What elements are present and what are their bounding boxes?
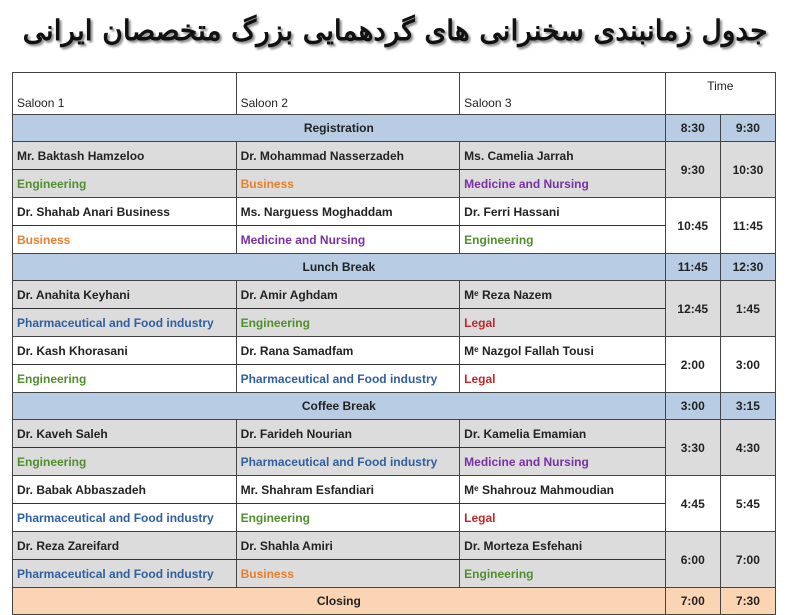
page-title: جدول زمانبندی سخنرانی های گردهمایی بزرگ متخصصان ایرانی bbox=[22, 14, 768, 47]
session-row bbox=[13, 420, 776, 448]
end-time: 3:00 bbox=[720, 337, 775, 393]
session-row bbox=[13, 504, 776, 532]
start-time: 2:00 bbox=[665, 337, 720, 393]
speaker-name: Dr. Morteza Esfehani bbox=[460, 532, 666, 560]
end-time: 1:45 bbox=[720, 281, 775, 337]
speaker-name: Ms. Camelia Jarrah bbox=[460, 142, 666, 170]
speaker-category: Business bbox=[236, 170, 460, 198]
header-time: Time bbox=[665, 73, 775, 115]
speaker-category: Business bbox=[13, 226, 237, 254]
speaker-category: Pharmaceutical and Food industry bbox=[236, 365, 460, 393]
end-time: 11:45 bbox=[720, 198, 775, 254]
break-label: Registration bbox=[13, 115, 666, 142]
speaker-category: Business bbox=[236, 560, 460, 588]
break-label: Closing bbox=[13, 588, 666, 615]
break-row bbox=[13, 393, 776, 420]
end-time: 5:45 bbox=[720, 476, 775, 532]
speaker-name: Mᵉ Shahrouz Mahmoudian bbox=[460, 476, 666, 504]
speaker-category: Engineering bbox=[236, 309, 460, 337]
session-row bbox=[13, 560, 776, 588]
start-time: 11:45 bbox=[665, 254, 720, 281]
speaker-category: Medicine and Nursing bbox=[460, 448, 666, 476]
speaker-category: Engineering bbox=[13, 448, 237, 476]
speaker-category: Engineering bbox=[460, 560, 666, 588]
speaker-category: Pharmaceutical and Food industry bbox=[236, 448, 460, 476]
speaker-name: Dr. Kamelia Emamian bbox=[460, 420, 666, 448]
start-time: 3:00 bbox=[665, 393, 720, 420]
session-row bbox=[13, 448, 776, 476]
speaker-name: Mr. Shahram Esfandiari bbox=[236, 476, 460, 504]
session-row bbox=[13, 476, 776, 504]
session-row bbox=[13, 337, 776, 365]
session-row bbox=[13, 198, 776, 226]
end-time: 3:15 bbox=[720, 393, 775, 420]
break-label: Lunch Break bbox=[13, 254, 666, 281]
speaker-name: Mᵉ Reza Nazem bbox=[460, 281, 666, 309]
speaker-category: Engineering bbox=[236, 504, 460, 532]
end-time: 12:30 bbox=[720, 254, 775, 281]
speaker-name: Dr. Kash Khorasani bbox=[13, 337, 237, 365]
speaker-name: Ms. Narguess Moghaddam bbox=[236, 198, 460, 226]
schedule-table bbox=[12, 72, 776, 615]
speaker-category: Pharmaceutical and Food industry bbox=[13, 504, 237, 532]
speaker-category: Legal bbox=[460, 504, 666, 532]
speaker-category: Legal bbox=[460, 309, 666, 337]
start-time: 7:00 bbox=[665, 588, 720, 615]
speaker-name: Mᵉ Nazgol Fallah Tousi bbox=[460, 337, 666, 365]
speaker-name: Dr. Mohammad Nasserzadeh bbox=[236, 142, 460, 170]
speaker-category: Legal bbox=[460, 365, 666, 393]
speaker-name: Dr. Shahab Anari Business bbox=[13, 198, 237, 226]
speaker-name: Dr. Ferri Hassani bbox=[460, 198, 666, 226]
session-row bbox=[13, 309, 776, 337]
speaker-category: Medicine and Nursing bbox=[460, 170, 666, 198]
start-time: 12:45 bbox=[665, 281, 720, 337]
speaker-name: Dr. Kaveh Saleh bbox=[13, 420, 237, 448]
end-time: 7:00 bbox=[720, 532, 775, 588]
speaker-category: Pharmaceutical and Food industry bbox=[13, 560, 237, 588]
start-time: 6:00 bbox=[665, 532, 720, 588]
session-row bbox=[13, 226, 776, 254]
start-time: 9:30 bbox=[665, 142, 720, 198]
speaker-name: Dr. Rana Samadfam bbox=[236, 337, 460, 365]
speaker-name: Dr. Amir Aghdam bbox=[236, 281, 460, 309]
speaker-category: Pharmaceutical and Food industry bbox=[13, 309, 237, 337]
break-label: Coffee Break bbox=[13, 393, 666, 420]
break-row bbox=[13, 254, 776, 281]
start-time: 3:30 bbox=[665, 420, 720, 476]
speaker-name: Dr. Farideh Nourian bbox=[236, 420, 460, 448]
speaker-name: Dr. Reza Zareifard bbox=[13, 532, 237, 560]
start-time: 4:45 bbox=[665, 476, 720, 532]
header-saloon-1: Saloon 1 bbox=[13, 73, 237, 115]
session-row bbox=[13, 170, 776, 198]
end-time: 7:30 bbox=[720, 588, 775, 615]
header-saloon-2: Saloon 2 bbox=[236, 73, 460, 115]
header-row bbox=[13, 73, 776, 115]
start-time: 8:30 bbox=[665, 115, 720, 142]
break-row bbox=[13, 588, 776, 615]
break-row bbox=[13, 115, 776, 142]
end-time: 9:30 bbox=[720, 115, 775, 142]
speaker-category: Engineering bbox=[13, 170, 237, 198]
start-time: 10:45 bbox=[665, 198, 720, 254]
speaker-name: Mr. Baktash Hamzeloo bbox=[13, 142, 237, 170]
end-time: 4:30 bbox=[720, 420, 775, 476]
end-time: 10:30 bbox=[720, 142, 775, 198]
speaker-name: Dr. Babak Abbaszadeh bbox=[13, 476, 237, 504]
speaker-name: Dr. Anahita Keyhani bbox=[13, 281, 237, 309]
header-saloon-3: Saloon 3 bbox=[460, 73, 666, 115]
speaker-category: Medicine and Nursing bbox=[236, 226, 460, 254]
session-row bbox=[13, 281, 776, 309]
speaker-category: Engineering bbox=[460, 226, 666, 254]
session-row bbox=[13, 142, 776, 170]
speaker-name: Dr. Shahla Amiri bbox=[236, 532, 460, 560]
session-row bbox=[13, 532, 776, 560]
session-row bbox=[13, 365, 776, 393]
speaker-category: Engineering bbox=[13, 365, 237, 393]
